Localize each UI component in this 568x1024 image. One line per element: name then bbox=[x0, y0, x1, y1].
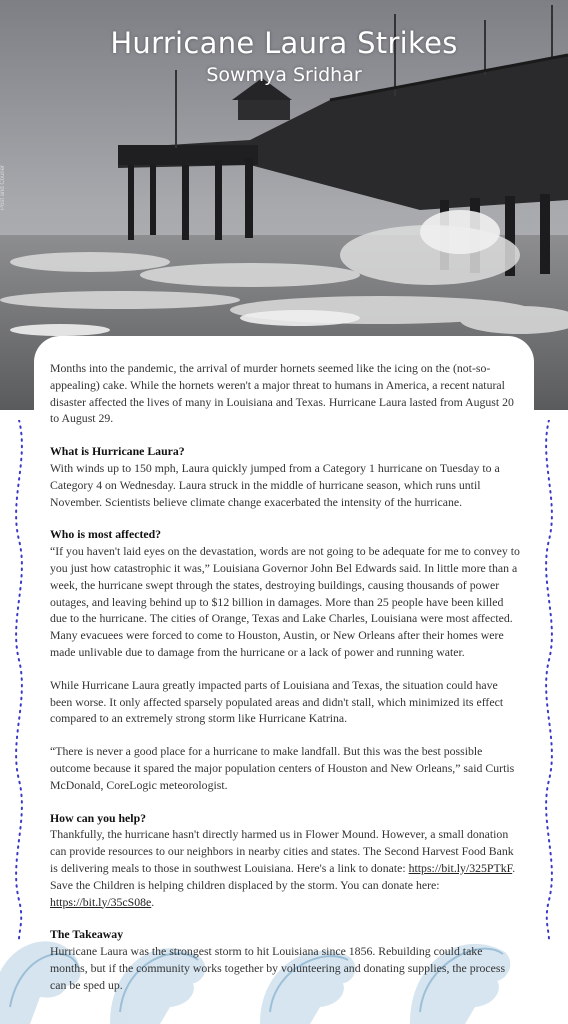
help-text-c: . bbox=[151, 894, 155, 909]
help-text-b: . Save the Children is helping children displaced by the storm. You can donate here: bbox=[50, 860, 516, 892]
right-dotted-border bbox=[534, 420, 564, 940]
donate-link-save-the-children[interactable]: https://bit.ly/35cS08e bbox=[50, 894, 152, 909]
article-title: Hurricane Laura Strikes bbox=[110, 26, 458, 60]
section-heading-what-is: What is Hurricane Laura? bbox=[50, 444, 185, 459]
section-body-who-affected: “If you haven't laid eyes on the devastation, words are not going to be adequate for me to convey to you just how catastrophic it was,” Louisiana Governor John Bel Edwards said. In little more than a week, the hurricane swept through the states, destroying buildings, causing thousands of power outages, and leaving behind up to $12 billion in damages. More than 25 people have been killed due to the hurricane. The cities of Orange, Texas and Lake Charles, Louisiana were most affected. Many evacuees were forced to come to Houston, Austin, or New Orleans after their homes were made unlivable due to damage from the hurricane or a lack of power and running water. bbox=[50, 544, 520, 659]
article-body bbox=[50, 360, 520, 1010]
help-text-a: Thankfully, the hurricane hasn't directly harmed us in Flower Mound. However, a small donation can provide resources to our neighbors in nearby cities and states. The Second Harvest Food Bank is delivering meals to those in southwest Louisiana. Here's a link to donate: bbox=[50, 827, 514, 875]
section-body-takeaway: Hurricane Laura was the strongest storm to hit Louisiana since 1856. Rebuilding could take months, but if the community works together by volunteering and donating supplies, the process can be sped up. bbox=[50, 944, 506, 992]
quote-paragraph: “There is never a good place for a hurricane to make landfall. But this was the best possible outcome because it spared the major population centers of Houston and New Orleans,” said Curtis McDonald, CoreLogic meteorologist. bbox=[50, 744, 515, 792]
section-body-what-is: With winds up to 150 mph, Laura quickly jumped from a Category 1 hurricane on Tuesday to a Category 4 on Wednesday. Laura struck in the middle of hurricane season, which runs until November. Scientists believe climate change exacerbated the intensity of the hurricane. bbox=[50, 460, 500, 509]
section-heading-takeaway: The Takeaway bbox=[50, 927, 124, 942]
photo-credit: Post and Courier bbox=[0, 164, 6, 210]
article-author: Sowmya Sridhar bbox=[206, 64, 362, 86]
paragraph-could-be-worse: While Hurricane Laura greatly impacted parts of Louisiana and Texas, the situation could have been worse. It only affected sparsely populated areas and didn't stall, which minimized its effect compared to an extremely strong storm like Hurricane Katrina. bbox=[50, 677, 504, 726]
section-body-how-help bbox=[50, 826, 520, 910]
intro-paragraph: Months into the pandemic, the arrival of murder hornets seemed like the icing on the (not-so-appealing) cake. While the hornets weren't a major threat to humans in America, a recent natural disaster affected the lives of many in Louisiana and Texas. Hurricane Laura lasted from August 20 to August 29. bbox=[50, 361, 514, 426]
section-heading-who-affected: Who is most affected? bbox=[50, 527, 162, 542]
donate-link-second-harvest[interactable]: https://bit.ly/325PTkF bbox=[408, 860, 513, 875]
left-dotted-border bbox=[4, 420, 34, 940]
section-heading-how-help: How can you help? bbox=[50, 810, 147, 825]
